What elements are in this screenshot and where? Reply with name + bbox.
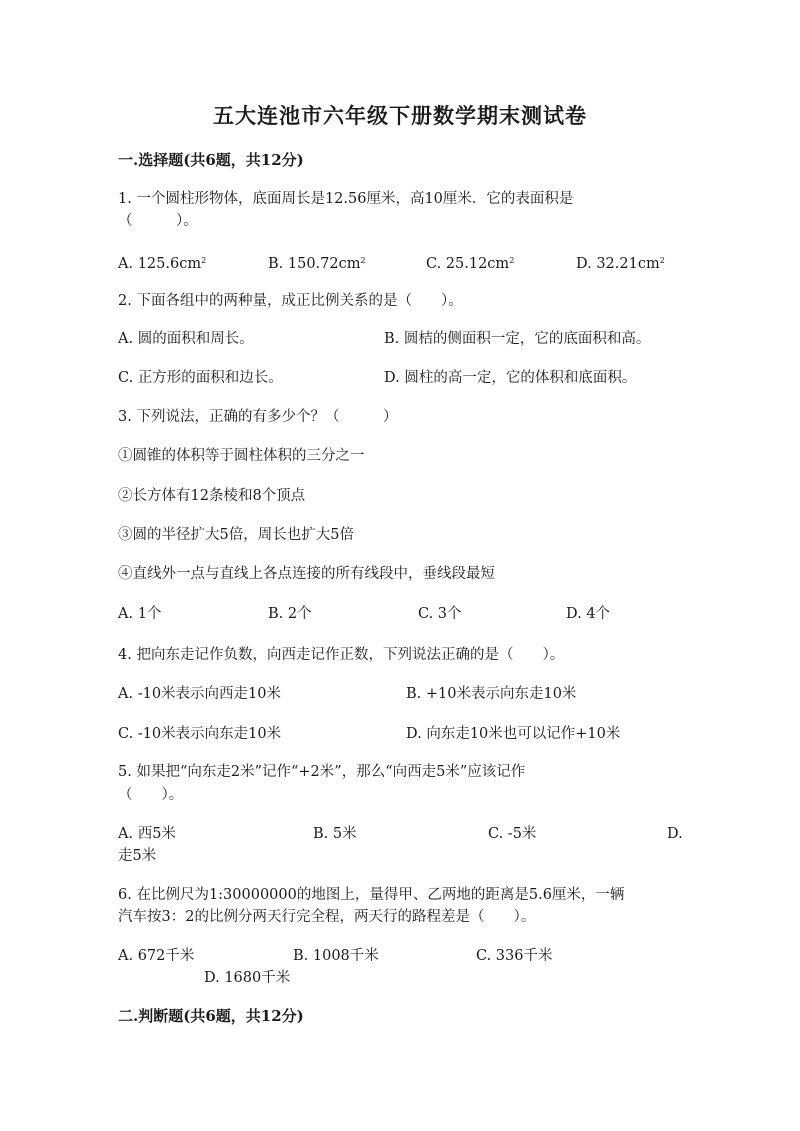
question-1-stem: 1. 一个圆柱形物体，底面周长是12.56厘米，高10厘米．它的表面积是 [118, 191, 574, 207]
section-heading-judgement: 二.判断题(共6题，共12分) [118, 1007, 304, 1025]
question-3-statement-1: ①圆锥的体积等于圆柱体积的三分之一 [118, 448, 365, 464]
question-3-option-c: C. 3个 [418, 606, 462, 622]
question-4-option-d: D. 向东走10米也可以记作+10米 [406, 726, 621, 742]
question-1-option-d: D. $32.21cm^2$ [576, 256, 665, 272]
question-2-option-c: C. 正方形的面积和边长。 [118, 370, 283, 386]
question-5-stem-cont: （ ）。 [118, 787, 184, 803]
question-3-option-d: D. 4个 [566, 606, 611, 622]
question-3-statement-4: ④直线外一点与直线上各点连接的所有线段中，垂线段最短 [118, 566, 495, 582]
question-5-option-b: B. 5米 [313, 826, 357, 842]
question-5-option-a: A. 西5米 [118, 826, 176, 842]
question-1-option-b: B. $150.72cm^2$ [268, 256, 366, 272]
question-1-option-a: A. $125.6cm^2$ [118, 256, 207, 272]
question-6-option-b: B. 1008千米 [293, 948, 379, 964]
question-2-option-d: D. 圆柱的高一定，它的体积和底面积。 [384, 370, 637, 386]
question-3-statement-3: ③圆的半径扩大5倍，周长也扩大5倍 [118, 527, 354, 543]
question-5-stem: 5. 如果把“向东走2米”记作“+2米”，那么“向西走5米”应该记作 [118, 764, 526, 780]
question-4-option-a: A. -10米表示向西走10米 [118, 686, 281, 702]
question-6-stem-cont: 汽车按3：2的比例分两天行完全程，两天行的路程差是（ ）。 [118, 909, 536, 925]
question-4-stem: 4. 把向东走记作负数，向西走记作正数，下列说法正确的是（ ）。 [118, 647, 565, 663]
page-title: 五大连池市六年级下册数学期末测试卷 [213, 103, 587, 128]
question-1-option-c: C. $25.12cm^2$ [426, 256, 515, 272]
question-4-option-c: C. -10米表示向东走10米 [118, 726, 282, 742]
section-heading-choice: 一.选择题(共6题，共12分) [118, 151, 304, 169]
question-3-statement-2: ②长方体有12条棱和8个顶点 [118, 488, 306, 504]
question-5-option-d: D. [667, 826, 683, 842]
question-6-option-a: A. 672千米 [118, 948, 195, 964]
question-3-stem: 3. 下列说法，正确的有多少个？（ ） [118, 409, 398, 425]
question-6-stem: 6. 在比例尺为1:30000000的地图上，量得甲、乙两地的距离是5.6厘米，一辆 [118, 887, 625, 903]
question-2-option-a: A. 圆的面积和周长。 [118, 331, 254, 347]
question-3-option-b: B. 2个 [268, 606, 312, 622]
question-5-option-d-cont: 走5米 [118, 848, 157, 864]
question-6-option-c: C. 336千米 [476, 948, 553, 964]
question-5-option-c: C. -5米 [488, 826, 537, 842]
question-3-option-a: A. 1个 [118, 606, 162, 622]
question-2-stem: 2. 下面各组中的两种量，成正比例关系的是（ ）。 [118, 293, 463, 309]
question-4-option-b: B. +10米表示向东走10米 [406, 686, 577, 702]
question-1-stem-cont: （ ）。 [118, 213, 198, 229]
question-6-option-d: D. 1680千米 [204, 970, 291, 986]
question-2-option-b: B. 圆桔的侧面积一定，它的底面积和高。 [384, 331, 651, 347]
